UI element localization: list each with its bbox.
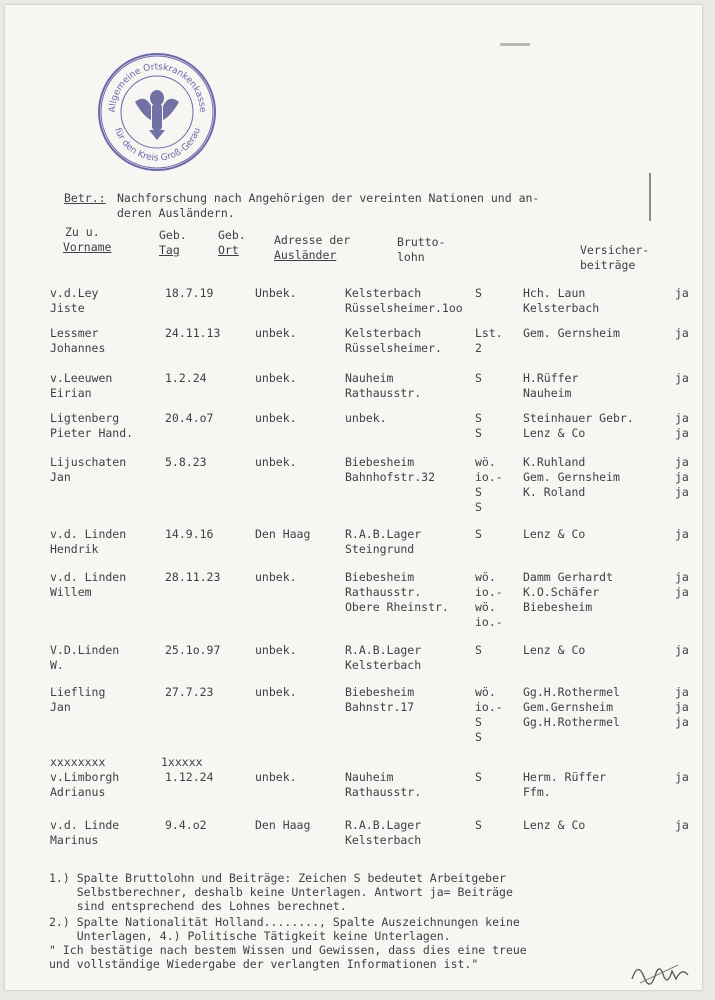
address-line: Nauheim xyxy=(345,770,394,784)
header-gebort-2: Ort xyxy=(218,243,239,257)
contribution-mark: ja xyxy=(675,715,689,729)
contribution-mark: ja xyxy=(675,286,689,300)
gross-wage-mark: io.- xyxy=(475,700,503,714)
footnote-line: Selbstberechner, deshalb keine Unterlagen. Antwort ja= Beiträge xyxy=(49,885,513,899)
employer-line: Steinhauer Gebr. xyxy=(523,411,634,425)
gross-wage-mark: S xyxy=(475,411,482,425)
address-line: Biebesheim xyxy=(345,685,415,699)
employer-line: K.Ruhland xyxy=(523,455,586,469)
contribution-mark: ja xyxy=(675,426,689,440)
person-name: Adrianus xyxy=(50,785,106,799)
gross-wage-mark: S xyxy=(475,500,482,514)
employer-line: Nauheim xyxy=(523,386,572,400)
employer-line: Hch. Laun xyxy=(523,286,586,300)
person-name: Eirian xyxy=(50,386,92,400)
employer-line: Gg.H.Rothermel xyxy=(523,685,620,699)
address-line: Rathausstr. xyxy=(345,386,422,400)
gross-wage-mark: S xyxy=(475,426,482,440)
address-line: Biebesheim xyxy=(345,570,415,584)
person-name: Lijuschaten xyxy=(50,455,127,469)
person-name: v.d. Linde xyxy=(50,818,120,832)
employer-line: Ffm. xyxy=(523,785,551,799)
employer-line: H.Rüffer xyxy=(523,371,579,385)
office-stamp xyxy=(95,50,220,175)
gross-wage-mark: io.- xyxy=(475,615,503,629)
gross-wage-mark: S xyxy=(475,643,482,657)
birth-date: 1.2.24 xyxy=(165,371,207,385)
birth-date: 1.12.24 xyxy=(165,770,214,784)
employer-line: Biebesheim xyxy=(523,600,593,614)
footnote-line: sind entsprechend des Lohnes berechnet. xyxy=(49,899,347,913)
address-line: Bahnstr.17 xyxy=(345,700,415,714)
employer-line: Lenz & Co xyxy=(523,818,586,832)
gross-wage-mark: wö. xyxy=(475,455,496,469)
person-name: v.d. Linden xyxy=(50,527,127,541)
birth-place: Den Haag xyxy=(255,527,311,541)
birth-place: unbek. xyxy=(255,570,297,584)
footnote-line: 1.) Spalte Bruttolohn und Beiträge: Zeichen S bedeutet Arbeitgeber xyxy=(49,871,506,885)
footnote-line: " Ich bestätige nach bestem Wissen und Gewissen, dass dies eine treue xyxy=(49,943,527,957)
address-line: Biebesheim xyxy=(345,455,415,469)
gross-wage-mark: wö. xyxy=(475,570,496,584)
gross-wage-mark: S xyxy=(475,286,482,300)
birth-place: unbek. xyxy=(255,685,297,699)
subject-label: Betr.: xyxy=(64,191,106,205)
address-line: R.A.B.Lager xyxy=(345,818,422,832)
subject-line-2: deren Ausländern. xyxy=(117,206,235,220)
address-line: R.A.B.Lager xyxy=(345,527,422,541)
birth-place: Den Haag xyxy=(255,818,311,832)
header-gebtag-2: Tag xyxy=(159,243,180,257)
birth-date-struck: 1xxxxx xyxy=(161,755,203,769)
employer-line: Lenz & Co xyxy=(523,426,586,440)
stamp-text-bottom: für den Kreis Groß-Gerau xyxy=(112,126,203,164)
employer-line: Gem.Gernsheim xyxy=(523,700,614,714)
person-name: Willem xyxy=(50,585,92,599)
header-adresse-2: Ausländer xyxy=(274,248,337,262)
person-name: Marinus xyxy=(50,833,99,847)
birth-place: unbek. xyxy=(255,411,297,425)
birth-date: 14.9.16 xyxy=(165,527,214,541)
birth-place: Unbek. xyxy=(255,286,297,300)
contribution-mark: ja xyxy=(675,570,689,584)
person-name: Lessmer xyxy=(50,326,99,340)
birth-date: 28.11.23 xyxy=(165,570,221,584)
birth-date: 18.7.19 xyxy=(165,286,214,300)
margin-mark xyxy=(500,43,530,46)
person-name: xxxxxxxx xyxy=(50,755,106,769)
gross-wage-mark: wö. xyxy=(475,685,496,699)
contribution-mark: ja xyxy=(675,411,689,425)
header-gebtag-1: Geb. xyxy=(159,228,187,242)
stamp-text-top: Allgemeine Ortskrankenkasse xyxy=(107,62,208,113)
address-line: Kelsterbach xyxy=(345,833,422,847)
employer-line: K.O.Schäfer xyxy=(523,585,600,599)
header-brutto-2: lohn xyxy=(397,250,425,264)
gross-wage-mark: io.- xyxy=(475,470,503,484)
contribution-mark: ja xyxy=(675,527,689,541)
header-versicherung-2: beiträge xyxy=(580,258,636,272)
document-page xyxy=(5,5,702,990)
birth-place: unbek. xyxy=(255,326,297,340)
birth-place: unbek. xyxy=(255,371,297,385)
contribution-mark: ja xyxy=(675,770,689,784)
footnote-line: und vollständige Wiedergabe der verlangten Informationen ist." xyxy=(49,957,479,971)
gross-wage-mark: S xyxy=(475,770,482,784)
person-name: Jan xyxy=(50,700,71,714)
signature xyxy=(630,955,690,987)
person-name: W. xyxy=(50,658,64,672)
person-name: v.d.Ley xyxy=(50,286,99,300)
header-name-2: Vorname xyxy=(63,240,112,254)
person-name: v.Leeuwen xyxy=(50,371,113,385)
person-name: Jan xyxy=(50,470,71,484)
gross-wage-mark: S xyxy=(475,730,482,744)
address-line: Rathausstr. xyxy=(345,785,422,799)
address-line: unbek. xyxy=(345,411,387,425)
header-brutto-1: Brutto- xyxy=(397,235,446,249)
person-name: v.d. Linden xyxy=(50,570,127,584)
contribution-mark: ja xyxy=(675,470,689,484)
contribution-mark: ja xyxy=(675,326,689,340)
person-name: Liefling xyxy=(50,685,106,699)
employer-line: Damm Gerhardt xyxy=(523,570,614,584)
address-line: Rüsselsheimer.1oo xyxy=(345,301,463,315)
gross-wage-mark: io.- xyxy=(475,585,503,599)
address-line: Nauheim xyxy=(345,371,394,385)
employer-line: Gem. Gernsheim xyxy=(523,470,620,484)
employer-line: Kelsterbach xyxy=(523,301,600,315)
contribution-mark: ja xyxy=(675,700,689,714)
contribution-mark: ja xyxy=(675,585,689,599)
subject-line-1: Nachforschung nach Angehörigen der vereinten Nationen und an- xyxy=(117,191,540,205)
address-line: Obere Rheinstr. xyxy=(345,600,449,614)
address-line: Rüsselsheimer. xyxy=(345,341,442,355)
address-line: Steingrund xyxy=(345,542,415,556)
contribution-mark: ja xyxy=(675,685,689,699)
header-versicherung-1: Versicher- xyxy=(580,243,650,257)
gross-wage-mark: S xyxy=(475,715,482,729)
header-gebort-1: Geb. xyxy=(218,228,246,242)
person-name: Ligtenberg xyxy=(50,411,120,425)
header-name-1: Zu u. xyxy=(65,225,100,239)
person-name: v.Limborgh xyxy=(50,770,120,784)
header-adresse-1: Adresse der xyxy=(274,233,351,247)
gross-wage-mark: wö. xyxy=(475,600,496,614)
employer-line: Gem. Gernsheim xyxy=(523,326,620,340)
address-line: R.A.B.Lager xyxy=(345,643,422,657)
address-line: Rathausstr. xyxy=(345,585,422,599)
address-line: Kelsterbach xyxy=(345,326,422,340)
birth-date: 5.8.23 xyxy=(165,455,207,469)
address-line: Kelsterbach xyxy=(345,286,422,300)
footnote-line: Unterlagen, 4.) Politische Tätigkeit keine Unterlagen. xyxy=(49,929,451,943)
employer-line: Gg.H.Rothermel xyxy=(523,715,620,729)
gross-wage-mark: S xyxy=(475,818,482,832)
contribution-mark: ja xyxy=(675,455,689,469)
gross-wage-mark: 2 xyxy=(475,341,482,355)
contribution-mark: ja xyxy=(675,818,689,832)
birth-date: 27.7.23 xyxy=(165,685,214,699)
birth-place: unbek. xyxy=(255,455,297,469)
gross-wage-mark: Lst. xyxy=(475,326,503,340)
person-name: Hendrik xyxy=(50,542,99,556)
address-line: Bahnhofstr.32 xyxy=(345,470,436,484)
contribution-mark: ja xyxy=(675,643,689,657)
birth-date: 20.4.o7 xyxy=(165,411,214,425)
birth-date: 25.1o.97 xyxy=(165,643,221,657)
gross-wage-mark: S xyxy=(475,527,482,541)
birth-place: unbek. xyxy=(255,770,297,784)
person-name: Jiste xyxy=(50,301,85,315)
person-name: Johannes xyxy=(50,341,106,355)
contribution-mark: ja xyxy=(675,485,689,499)
gross-wage-mark: S xyxy=(475,371,482,385)
address-line: Kelsterbach xyxy=(345,658,422,672)
employer-line: K. Roland xyxy=(523,485,586,499)
person-name: V.D.Linden xyxy=(50,643,120,657)
margin-mark xyxy=(649,173,651,221)
contribution-mark: ja xyxy=(675,371,689,385)
employer-line: Herm. Rüffer xyxy=(523,770,607,784)
birth-place: unbek. xyxy=(255,643,297,657)
gross-wage-mark: S xyxy=(475,485,482,499)
employer-line: Lenz & Co xyxy=(523,643,586,657)
birth-date: 24.11.13 xyxy=(165,326,221,340)
birth-date: 9.4.o2 xyxy=(165,818,207,832)
footnote-line: 2.) Spalte Nationalität Holland........, Spalte Auszeichnungen keine xyxy=(49,915,520,929)
person-name: Pieter Hand. xyxy=(50,426,134,440)
employer-line: Lenz & Co xyxy=(523,527,586,541)
